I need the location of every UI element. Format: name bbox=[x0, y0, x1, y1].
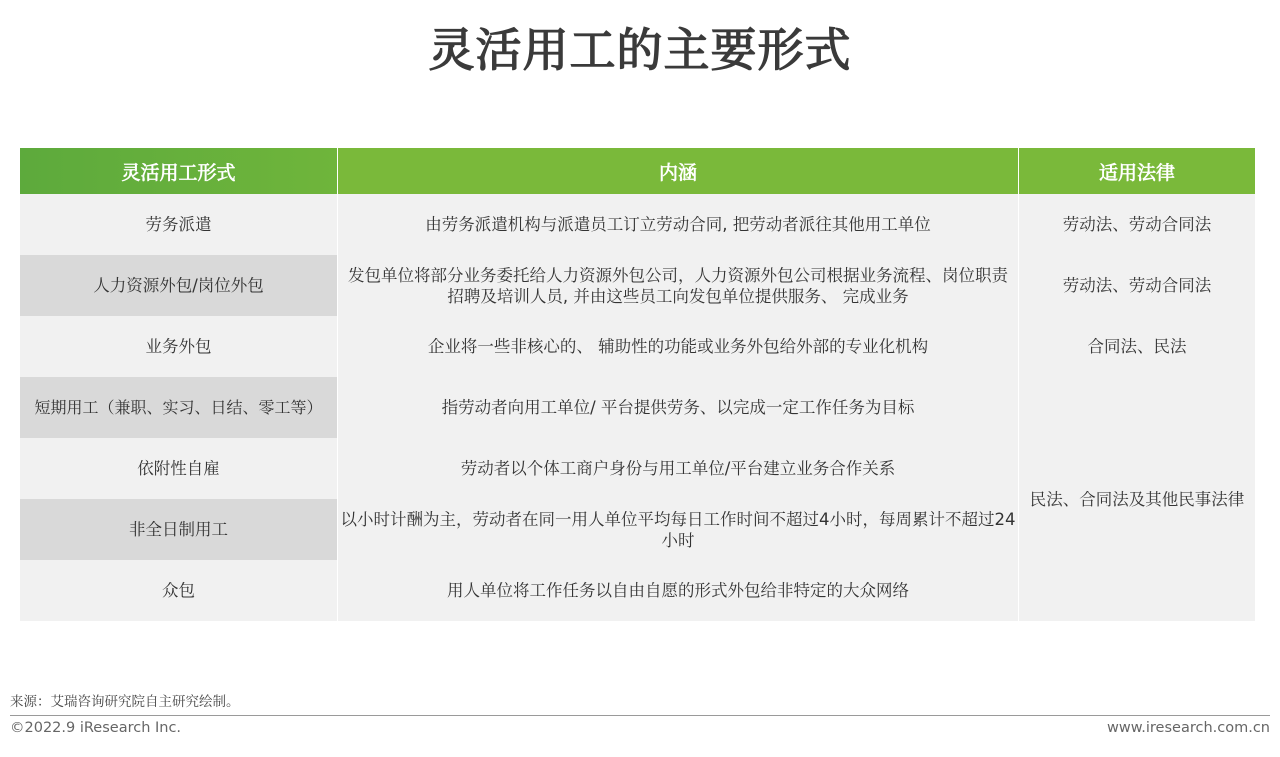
row-form: 劳务派遣 bbox=[20, 194, 337, 255]
page-title: 灵活用工的主要形式 bbox=[428, 23, 852, 77]
row-form: 众包 bbox=[20, 560, 337, 621]
row-description: 用人单位将工作任务以自由自愿的形式外包给非特定的大众网络 bbox=[337, 560, 1018, 621]
row-form: 依附性自雇 bbox=[20, 438, 337, 499]
row-form: 短期用工（兼职、实习、日结、零工等） bbox=[20, 377, 337, 438]
row-law: 合同法、民法 bbox=[1018, 316, 1255, 377]
row-law: 劳动法、劳动合同法 bbox=[1018, 194, 1255, 255]
table-row bbox=[20, 316, 1255, 377]
table-row bbox=[20, 255, 1255, 316]
row-description: 由劳务派遣机构与派遣员工订立劳动合同, 把劳动者派往其他用工单位 bbox=[337, 194, 1018, 255]
header-form: 灵活用工形式 bbox=[20, 148, 337, 194]
header-law: 适用法律 bbox=[1018, 148, 1255, 194]
table-row bbox=[20, 377, 1255, 438]
merged-law-cell: 民法、合同法及其他民事法律 bbox=[1018, 377, 1255, 621]
flexible-employment-table bbox=[20, 148, 1255, 621]
row-form: 人力资源外包/岗位外包 bbox=[20, 255, 337, 316]
row-form: 业务外包 bbox=[20, 316, 337, 377]
header-description: 内涵 bbox=[337, 148, 1018, 194]
table-row bbox=[20, 194, 1255, 255]
row-description: 指劳动者向用工单位/ 平台提供劳务、以完成一定工作任务为目标 bbox=[337, 377, 1018, 438]
row-description: 企业将一些非核心的、 辅助性的功能或业务外包给外部的专业化机构 bbox=[337, 316, 1018, 377]
footer-divider bbox=[10, 715, 1270, 716]
row-form: 非全日制用工 bbox=[20, 499, 337, 560]
website-link[interactable]: www.iresearch.com.cn bbox=[1107, 720, 1270, 736]
source-note: 来源：艾瑞咨询研究院自主研究绘制。 bbox=[10, 694, 240, 710]
copyright-text: ©2022.9 iResearch Inc. bbox=[10, 720, 182, 736]
table-header-row bbox=[20, 148, 1255, 194]
row-law: 劳动法、劳动合同法 bbox=[1018, 255, 1255, 316]
row-description: 以小时计酬为主，劳动者在同一用人单位平均每日工作时间不超过4小时，每周累计不超过24小时 bbox=[337, 499, 1018, 560]
row-description: 发包单位将部分业务委托给人力资源外包公司，人力资源外包公司根据业务流程、岗位职责招聘及培训人员, 并由这些员工向发包单位提供服务、 完成业务 bbox=[337, 255, 1018, 316]
row-description: 劳动者以个体工商户身份与用工单位/平台建立业务合作关系 bbox=[337, 438, 1018, 499]
